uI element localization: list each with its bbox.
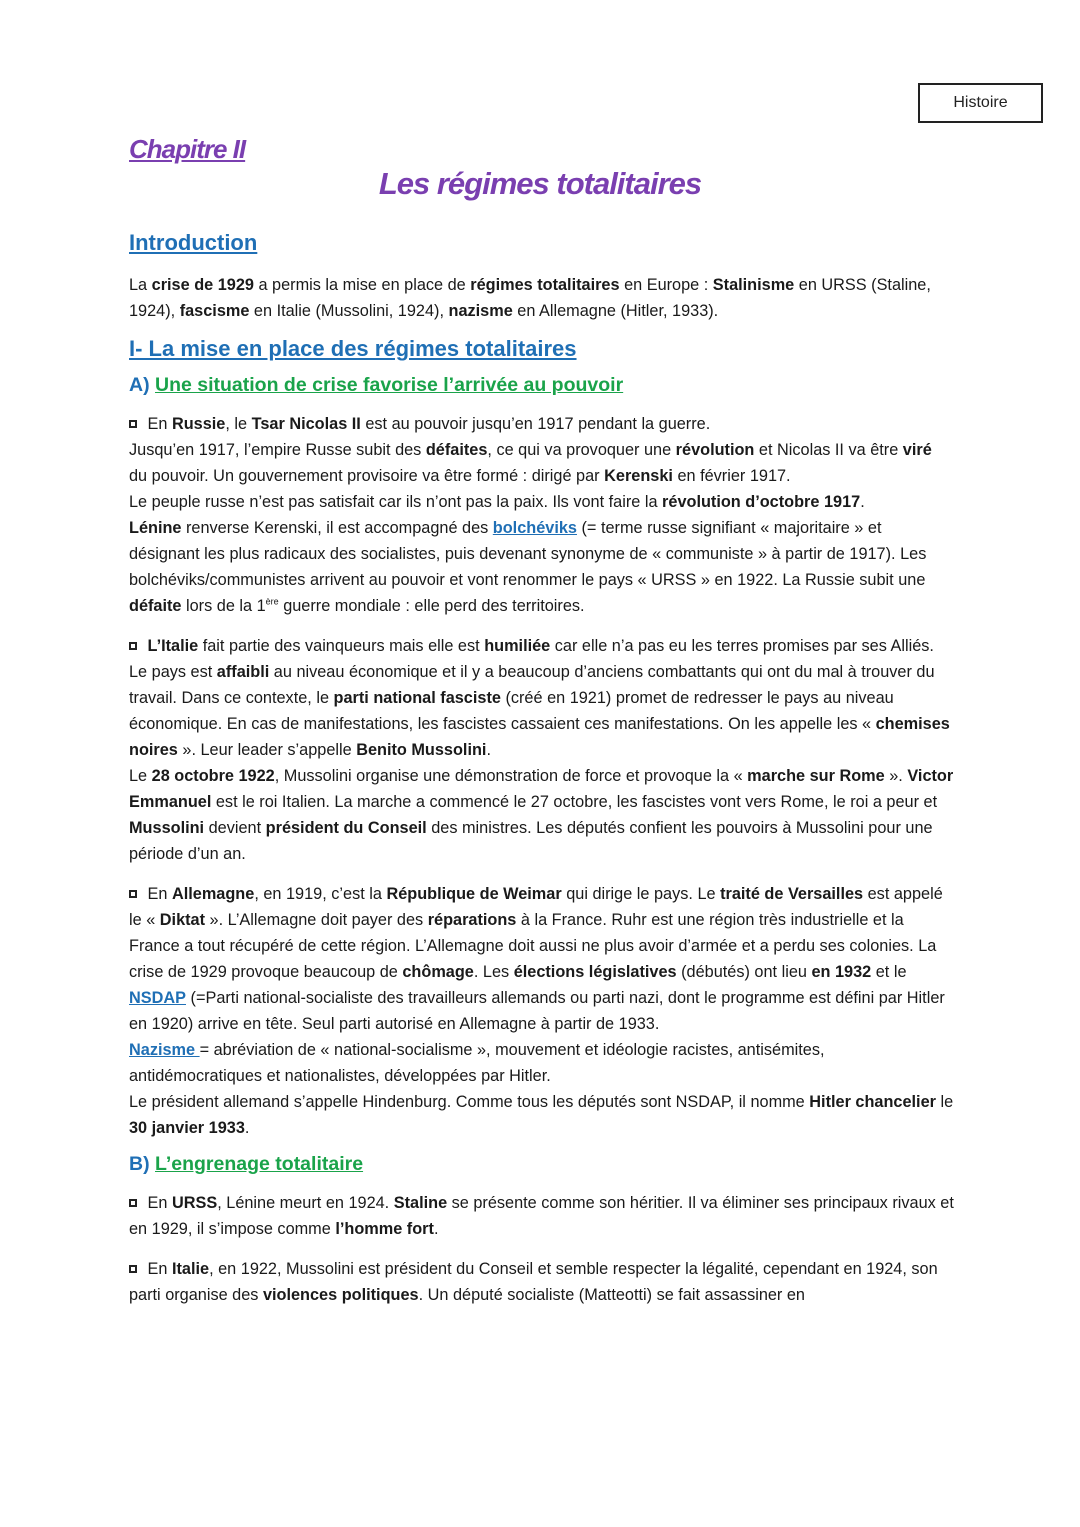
document-body (129, 230, 954, 1308)
bullet-square-icon (129, 420, 137, 428)
bullet-square-icon (129, 1265, 137, 1273)
bullet-square-icon (129, 1199, 137, 1207)
nsdap-link[interactable]: NSDAP (129, 989, 186, 1007)
urss-paragraph: En URSS, Lénine meurt en 1924. Staline se présente comme son héritier. Il va éliminer ses principaux rivaux et en 1929, il s’impose comme l’homme fort. (129, 1194, 954, 1238)
part1-heading: I- La mise en place des régimes totalitaires (129, 336, 577, 361)
subject-label: Histoire (918, 83, 1043, 123)
bullet-square-icon (129, 890, 137, 898)
italy-paragraph: L’Italie fait partie des vainqueurs mais elle est humiliée car elle n’a pas eu les terres promises par ses Alliés. Le pays est affaibli au niveau économique et il y a beaucoup d’anciens combattants qui ont du mal à trouver du travail. Dans ce contexte, le parti national fasciste (créé en 1921) promet de redresser le pays au niveau économique. En cas de manifestations, les fascistes cassaient ces manifestations. On les appelle les « chemises noires ». Leur leader s’appelle Benito Mussolini. Le 28 octobre 1922, Mussolini organise une démonstration de force et provoque la « marche sur Rome ». Victor Emmanuel est le roi Italien. La marche a commencé le 27 octobre, les fascistes vont vers Rome, le roi a peur et Mussolini devient président du Conseil des ministres. Les députés confient les pouvoirs à Mussolini pour une période d’un an. (129, 637, 954, 863)
italy2-paragraph: En Italie, en 1922, Mussolini est président du Conseil et semble respecter la légalité, cependant en 1924, son parti organise des violences politiques. Un député socialiste (Matteotti) se fait assassiner en (129, 1260, 938, 1304)
intro-heading: Introduction (129, 230, 258, 255)
bullet-square-icon (129, 642, 137, 650)
sectionB-heading: B) L’engrenage totalitaire (129, 1153, 364, 1175)
sectionA-heading: A) Une situation de crise favorise l’arrivée au pouvoir (129, 374, 624, 396)
nazisme-link[interactable]: Nazisme (129, 1041, 200, 1059)
bolcheviks-link[interactable]: bolchéviks (492, 519, 577, 537)
page-title: Les régimes totalitaires (378, 166, 702, 201)
russia-paragraph: En Russie, le Tsar Nicolas II est au pouvoir jusqu’en 1917 pendant la guerre. Jusqu’en 1917, l’empire Russe subit des défaites, ce qui va provoquer une révolution et Nicolas II va être viré du pouvoir. Un gouvernement provisoire va être formé : dirigé par Kerenski en février 1917. Le peuple russe n’est pas satisfait car ils n’ont pas la paix. Ils vont faire la révolution d’octobre 1917. Lénine renverse Kerenski, il est accompagné des bolchéviks (= terme russe signifiant « majoritaire » et désignant les plus radicaux des socialistes, puis devenant synonyme de « communiste » à partir de 1917). Les bolchéviks/communistes arrivent au pouvoir et vont renommer le pays « URSS » en 1922. La Russie subit une défaite lors de la 1ère guerre mondiale : elle perd des territoires. (129, 415, 932, 615)
intro-paragraph: La crise de 1929 a permis la mise en place de régimes totalitaires en Europe : Stalinisme en URSS (Staline, 1924), fascisme en Italie (Mussolini, 1924), nazisme en Allemagne (Hitler, 1933). (129, 276, 931, 320)
chapter-label: Chapitre II (129, 134, 246, 164)
germany-paragraph: En Allemagne, en 1919, c’est la République de Weimar qui dirige le pays. Le traité de Versailles est appelé le « Diktat ». L’Allemagne doit payer des réparations à la France. Ruhr est une région très industrielle et la France a tout récupéré de cette région. L’Allemagne doit aussi ne plus avoir d’armée et a perdu ses colonies. La crise de 1929 provoque beaucoup de chômage. Les élections législatives (débutés) ont lieu en 1932 et le NSDAP (=Parti national-socialiste des travailleurs allemands ou parti nazi, dont le programme est défini par Hitler en 1920) arrive en tête. Seul parti autorisé en Allemagne à partir de 1933. Nazisme = abréviation de « national-socialisme », mouvement et idéologie racistes, antisémites, antidémocratiques et nationalistes, développées par Hitler. Le président allemand s’appelle Hindenburg. Comme tous les députés sont NSDAP, il nomme Hitler chancelier le 30 janvier 1933. (129, 885, 954, 1137)
